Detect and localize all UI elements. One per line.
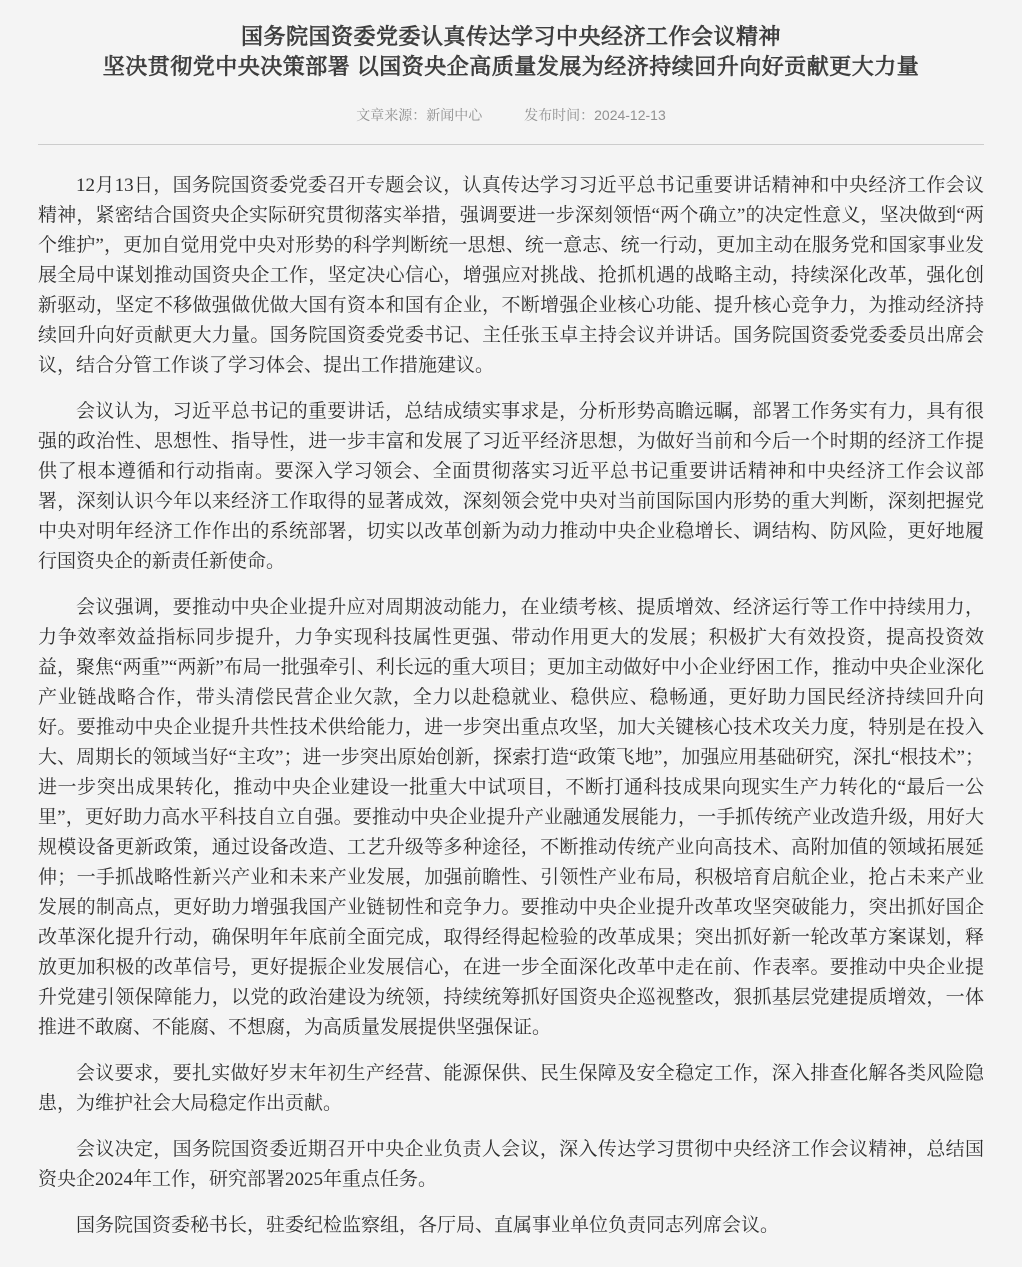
article-source-label: 文章来源： xyxy=(356,107,427,123)
article-source-value: 新闻中心 xyxy=(426,107,483,123)
article-source xyxy=(356,107,482,123)
article-paragraph-3: 会议强调，要推动中央企业提升应对周期波动能力，在业绩考核、提质增效、经济运行等工作中持续用力，力争效率效益指标同步提升，力争实现科技属性更强、带动作用更大的发展；积极扩大有效投资，提高投资效益，聚焦“两重”“两新”布局一批强牵引、利长远的重大项目；更加主动做好中小企业纾困工作，推动中央企业深化产业链战略合作，带头清偿民营企业欠款，全力以赴稳就业、稳供应、稳畅通，更好助力国民经济持续回升向好。要推动中央企业提升共性技术供给能力，进一步突出重点攻坚，加大关键核心技术攻关力度，特别是在投入大、周期长的领域当好“主攻”；进一步突出原始创新，探索打造“政策飞地”，加强应用基础研究，深扎“根技术”；进一步突出成果转化，推动中央企业建设一批重大中试项目，不断打通科技成果向现实生产力转化的“最后一公里”，更好助力高水平科技自立自强。要推动中央企业提升产业融通发展能力，一手抓传统产业改造升级，用好大规模设备更新政策，通过设备改造、工艺升级等多种途径，不断推动传统产业向高技术、高附加值的领域拓展延伸；一手抓战略性新兴产业和未来产业发展，加强前瞻性、引领性产业布局，积极培育启航企业，抢占未来产业发展的制高点，更好助力增强我国产业链韧性和竞争力。要推动中央企业提升改革攻坚突破能力，突出抓好国企改革深化提升行动，确保明年年底前全面完成，取得经得起检验的改革成果；突出抓好新一轮改革方案谋划，释放更加积极的改革信号，更好提振企业发展信心，在进一步全面深化改革中走在前、作表率。要推动中央企业提升党建引领保障能力，以党的政治建设为统领，持续统筹抓好国资央企巡视整改，狠抓基层党建提质增效，一体推进不敢腐、不能腐、不想腐，为高质量发展提供坚强保证。 xyxy=(38,597,984,1038)
article-paragraph-2: 会议认为，习近平总书记的重要讲话，总结成绩实事求是，分析形势高瞻远瞩，部署工作务实有力，具有很强的政治性、思想性、指导性，进一步丰富和发展了习近平经济思想，为做好当前和今后一个时期的经济工作提供了根本遵循和行动指南。要深入学习领会、全面贯彻落实习近平总书记重要讲话精神和中央经济工作会议部署，深刻认识今年以来经济工作取得的显著成效，深刻领会党中央对当前国际国内形势的重大判断，深刻把握党中央对明年经济工作作出的系统部署，切实以改革创新为动力推动中央企业稳增长、调结构、防风险，更好地履行国资央企的新责任新使命。 xyxy=(38,401,984,572)
article-publish-date xyxy=(524,107,666,123)
article-date-label: 发布时间： xyxy=(524,107,595,123)
article-date-value: 2024-12-13 xyxy=(594,107,666,123)
title-divider xyxy=(38,144,984,145)
article-paragraph-5: 会议决定，国务院国资委近期召开中央企业负责人会议，深入传达学习贯彻中央经济工作会议精神，总结国资央企2024年工作，研究部署2025年重点任务。 xyxy=(38,1139,984,1190)
article-title-line2: 坚决贯彻党中央决策部署 以国资央企高质量发展为经济持续回升向好贡献更大力量 xyxy=(102,54,920,79)
article-body xyxy=(38,171,984,1241)
article-paragraph-1: 12月13日，国务院国资委党委召开专题会议，认真传达学习习近平总书记重要讲话精神和中央经济工作会议精神，紧密结合国资央企实际研究贯彻落实举措，强调要进一步深刻领悟“两个确立”的决定性意义，坚决做到“两个维护”，更加自觉用党中央对形势的科学判断统一思想、统一意志、统一行动，更加主动在服务党和国家事业发展全局中谋划推动国资央企工作，坚定决心信心，增强应对挑战、抢抓机遇的战略主动，持续深化改革，强化创新驱动，坚定不移做强做优做大国有资本和国有企业，不断增强企业核心功能、提升核心竞争力，为推动经济持续回升向好贡献更大力量。国务院国资委党委书记、主任张玉卓主持会议并讲话。国务院国资委党委委员出席会议，结合分管工作谈了学习体会、提出工作措施建议。 xyxy=(38,175,984,376)
article-paragraph-6: 国务院国资委秘书长，驻委纪检监察组，各厅局、直属事业单位负责同志列席会议。 xyxy=(76,1215,780,1236)
article-title-line1: 国务院国资委党委认真传达学习中央经济工作会议精神 xyxy=(240,24,781,49)
article-meta xyxy=(38,106,984,124)
article-paragraph-4: 会议要求，要扎实做好岁末年初生产经营、能源保供、民生保障及安全稳定工作，深入排查化解各类风险隐患，为维护社会大局稳定作出贡献。 xyxy=(38,1063,984,1114)
article-title xyxy=(38,22,984,82)
